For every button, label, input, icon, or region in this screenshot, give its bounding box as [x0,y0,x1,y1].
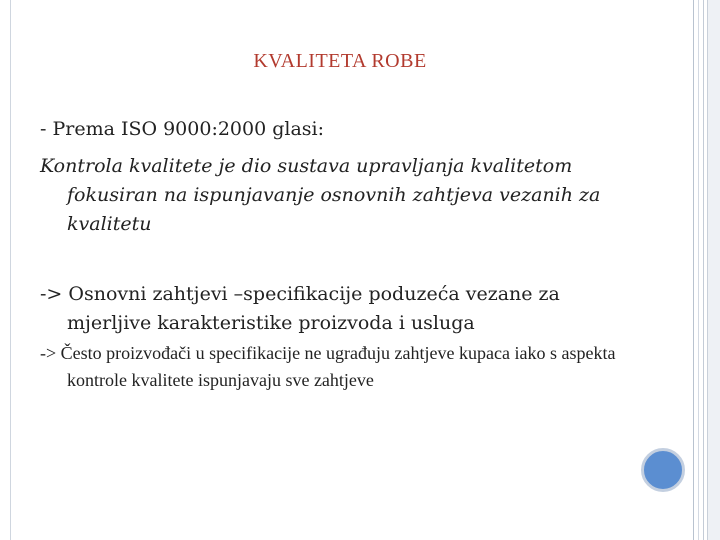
right-decorative-band [693,0,720,540]
slide-title [0,50,660,73]
slide-title-text: KVALITETA ROBE [253,50,427,72]
definition-paragraph [40,152,640,239]
point-basic-requirements-text: -> Osnovni zahtjevi –specifikacije poduzeća vezane za mjerljive karakteristike proizvoda i usluga [40,283,560,334]
point-basic-requirements [40,280,640,338]
decorative-circle-icon [641,448,685,492]
band-line [693,0,694,540]
point-manufacturers [40,340,630,394]
band-line [698,0,699,540]
band-fill [707,0,720,540]
definition-text: Kontrola kvalitete je dio sustava upravljanja kvalitetom fokusiran na ispunjavanje osnovnih zahtjeva vezanih za kvalitetu [40,155,601,235]
left-border-line [10,0,11,540]
iso-intro-line: - Prema ISO 9000:2000 glasi: [40,118,325,140]
point-manufacturers-text: -> Često proizvođači u specifikacije ne ugrađuju zahtjeve kupaca iako s aspekta kontrole kvalitete ispunjavaju sve zahtjeve [40,343,616,390]
band-line [703,0,704,540]
